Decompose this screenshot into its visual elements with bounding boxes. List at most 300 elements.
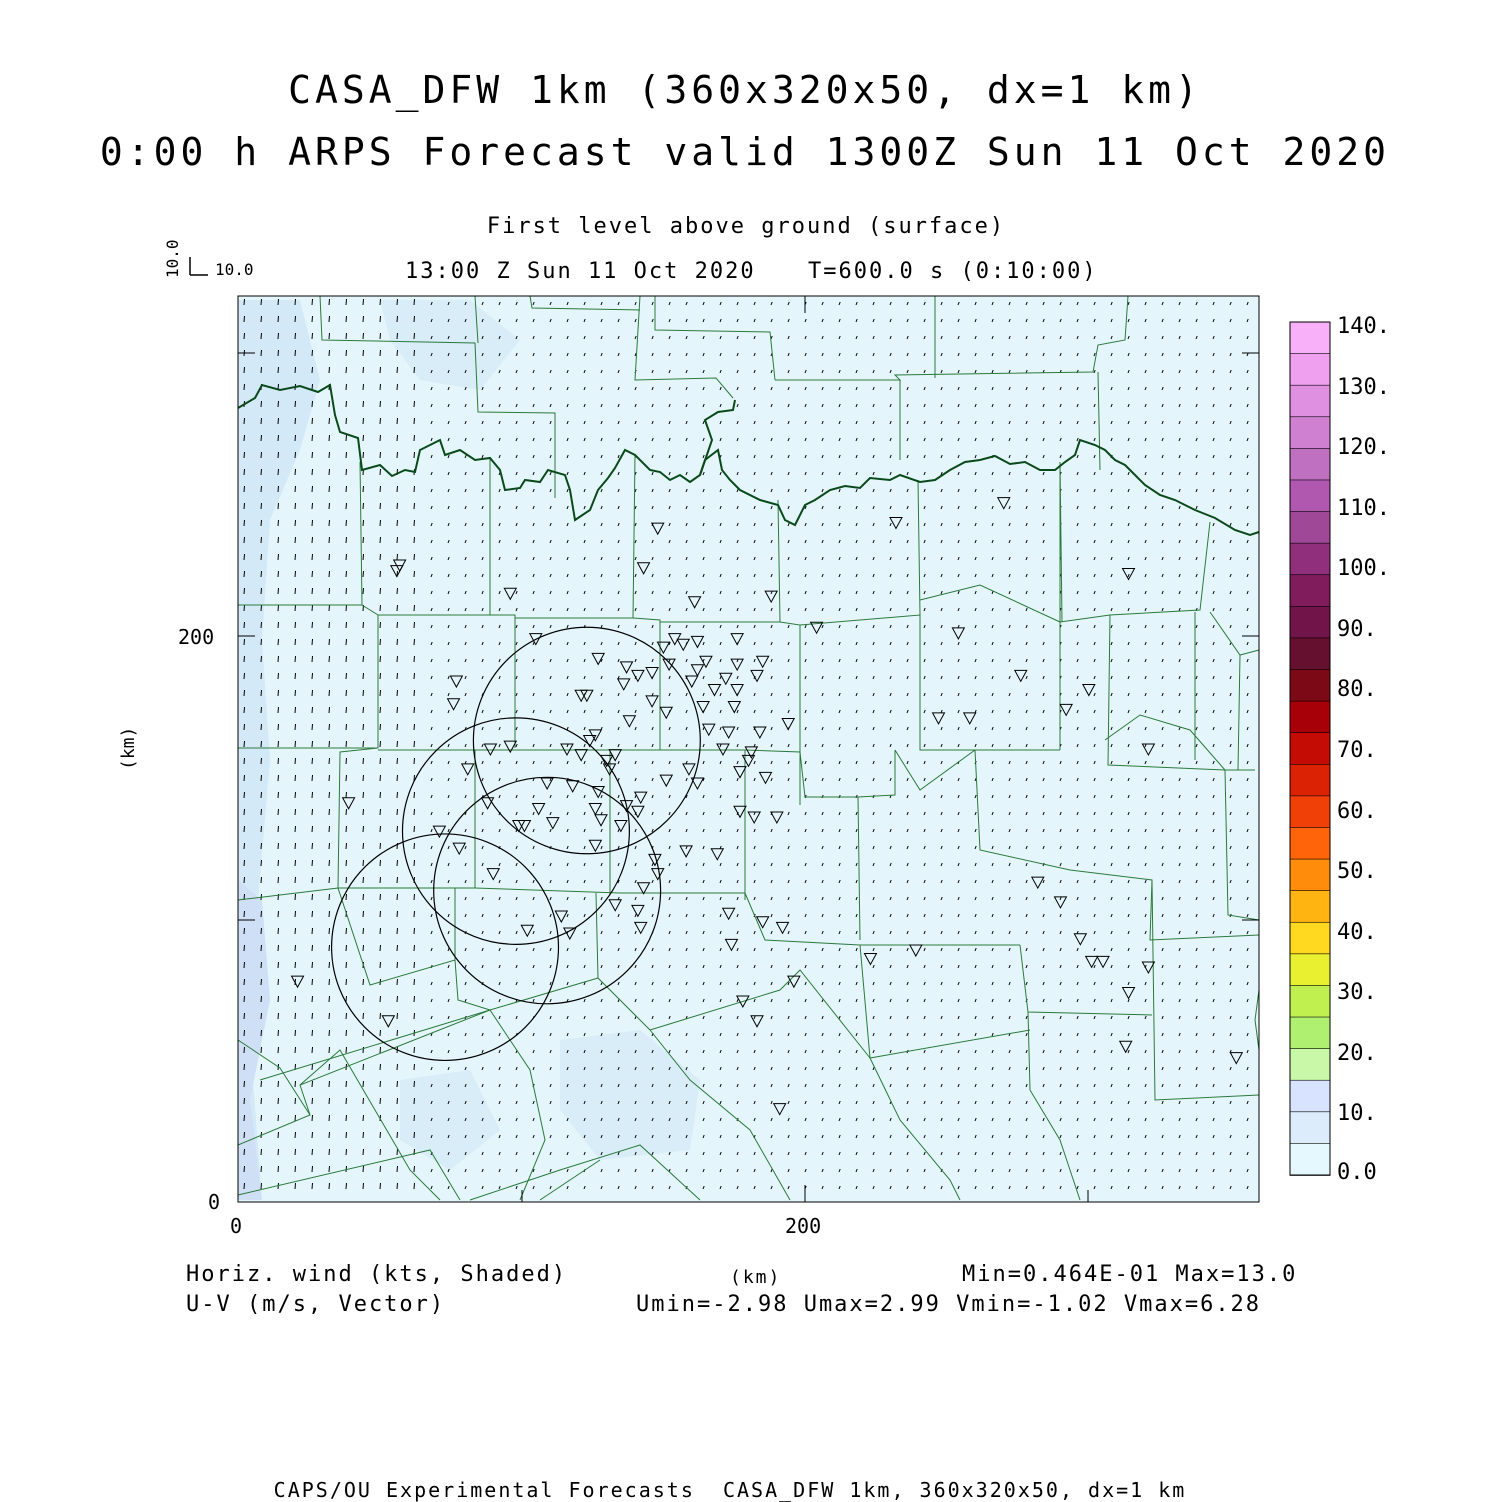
wind-vector xyxy=(278,724,279,730)
wind-vector xyxy=(380,690,381,696)
wind-vector xyxy=(329,486,330,492)
wind-vector xyxy=(278,1098,279,1104)
wind-vector xyxy=(363,928,364,934)
wind-vector xyxy=(329,503,330,509)
wind-vector xyxy=(346,384,347,390)
wind-vector xyxy=(380,1030,381,1036)
wind-vector xyxy=(414,452,415,458)
wind-vector xyxy=(312,520,313,526)
wind-vector xyxy=(346,622,347,628)
wind-vector xyxy=(380,401,381,407)
wind-vector xyxy=(295,928,296,934)
wind-vector xyxy=(397,758,398,764)
wind-vector xyxy=(278,605,279,611)
color-bar-label: 0.0 xyxy=(1337,1160,1377,1185)
wind-vector xyxy=(414,639,415,645)
wind-vector xyxy=(380,1047,381,1053)
wind-vector xyxy=(346,588,347,594)
wind-vector xyxy=(312,1047,313,1053)
y-axis-label: (km) xyxy=(118,726,139,770)
wind-vector xyxy=(244,792,245,798)
wind-vector xyxy=(295,1132,296,1138)
wind-vector xyxy=(278,537,279,543)
wind-vector xyxy=(244,911,245,917)
wind-vector xyxy=(278,367,279,373)
wind-vector xyxy=(312,333,313,339)
wind-vector xyxy=(397,809,398,815)
wind-vector xyxy=(329,690,330,696)
wind-vector xyxy=(312,1098,313,1104)
wind-vector xyxy=(312,452,313,458)
wind-vector xyxy=(295,639,296,645)
wind-vector xyxy=(380,1064,381,1070)
wind-vector xyxy=(261,792,262,798)
wind-vector xyxy=(329,1183,330,1189)
wind-vector xyxy=(397,792,398,798)
wind-vector xyxy=(261,656,262,662)
wind-vector xyxy=(346,1081,347,1087)
wind-vector xyxy=(380,639,381,645)
wind-vector xyxy=(312,996,313,1002)
wind-vector xyxy=(329,1030,330,1036)
wind-vector xyxy=(346,1115,347,1121)
wind-vector xyxy=(380,673,381,679)
wind-vector xyxy=(346,707,347,713)
wind-vector xyxy=(346,367,347,373)
wind-vector xyxy=(363,996,364,1002)
wind-vector xyxy=(363,673,364,679)
wind-vector xyxy=(244,724,245,730)
wind-vector xyxy=(329,1132,330,1138)
wind-vector xyxy=(244,656,245,662)
wind-vector xyxy=(363,1115,364,1121)
wind-vector xyxy=(278,333,279,339)
wind-vector xyxy=(261,503,262,509)
color-bar-label: 70. xyxy=(1337,738,1377,763)
wind-vector xyxy=(329,962,330,968)
wind-vector xyxy=(278,741,279,747)
vector-key-vertical-label: 10.0 xyxy=(163,239,182,278)
wind-vector xyxy=(261,622,262,628)
wind-vector xyxy=(380,367,381,373)
wind-vector xyxy=(329,367,330,373)
wind-vector xyxy=(295,775,296,781)
wind-vector xyxy=(346,1047,347,1053)
wind-vector xyxy=(244,1132,245,1138)
wind-vector xyxy=(278,792,279,798)
wind-vector xyxy=(380,809,381,815)
wind-vector xyxy=(295,401,296,407)
wind-vector xyxy=(363,1047,364,1053)
wind-vector xyxy=(261,1166,262,1172)
wind-vector xyxy=(244,622,245,628)
wind-vector xyxy=(295,316,296,322)
wind-vector xyxy=(397,418,398,424)
wind-vector xyxy=(414,1115,415,1121)
wind-vector xyxy=(261,435,262,441)
wind-vector xyxy=(397,350,398,356)
color-bar-segment xyxy=(1290,606,1330,638)
color-bar-segment xyxy=(1290,764,1330,796)
wind-vector xyxy=(278,435,279,441)
wind-vector xyxy=(295,1166,296,1172)
wind-vector xyxy=(278,962,279,968)
wind-vector xyxy=(244,962,245,968)
wind-vector xyxy=(244,843,245,849)
wind-vector xyxy=(363,503,364,509)
wind-vector xyxy=(363,724,364,730)
wind-vector xyxy=(397,1098,398,1104)
wind-vector xyxy=(397,1149,398,1155)
wind-vector xyxy=(261,367,262,373)
wind-vector xyxy=(329,418,330,424)
color-bar-label: 40. xyxy=(1337,919,1377,945)
wind-vector xyxy=(397,316,398,322)
wind-vector xyxy=(261,1013,262,1019)
wind-vector xyxy=(414,1064,415,1070)
wind-vector xyxy=(414,1047,415,1053)
wind-vector xyxy=(312,1166,313,1172)
wind-vector xyxy=(346,673,347,679)
wind-vector xyxy=(329,724,330,730)
wind-vector xyxy=(329,741,330,747)
wind-vector xyxy=(278,486,279,492)
wind-vector xyxy=(261,1081,262,1087)
wind-vector xyxy=(295,826,296,832)
wind-vector xyxy=(244,299,245,305)
wind-vector xyxy=(397,928,398,934)
wind-vector xyxy=(363,826,364,832)
wind-vector xyxy=(414,571,415,577)
wind-vector xyxy=(312,605,313,611)
wind-vector xyxy=(397,979,398,985)
wind-vector xyxy=(329,1081,330,1087)
wind-vector xyxy=(312,469,313,475)
wind-vector xyxy=(278,673,279,679)
wind-vector xyxy=(380,503,381,509)
wind-vector xyxy=(346,1132,347,1138)
wind-vector xyxy=(295,299,296,305)
wind-vector xyxy=(329,520,330,526)
field-description: Horiz. wind (kts, Shaded) xyxy=(186,1262,568,1287)
wind-vector xyxy=(380,605,381,611)
color-bar-segment xyxy=(1290,701,1330,733)
wind-vector xyxy=(312,690,313,696)
wind-vector xyxy=(312,622,313,628)
wind-vector xyxy=(312,537,313,543)
wind-vector xyxy=(346,724,347,730)
wind-vector xyxy=(261,1115,262,1121)
wind-vector xyxy=(414,1183,415,1189)
wind-vector xyxy=(312,1132,313,1138)
wind-vector xyxy=(329,894,330,900)
wind-vector xyxy=(244,1013,245,1019)
wind-vector xyxy=(346,333,347,339)
wind-vector xyxy=(244,588,245,594)
wind-vector xyxy=(244,1081,245,1087)
wind-vector xyxy=(346,452,347,458)
wind-vector xyxy=(278,588,279,594)
wind-vector xyxy=(346,1030,347,1036)
wind-vector xyxy=(329,1115,330,1121)
color-bar-segment xyxy=(1290,1112,1330,1144)
wind-vector xyxy=(363,860,364,866)
wind-vector xyxy=(329,707,330,713)
color-bar-segment xyxy=(1290,827,1330,859)
wind-vector xyxy=(380,1132,381,1138)
wind-vector xyxy=(278,758,279,764)
wind-vector xyxy=(295,418,296,424)
wind-vector xyxy=(380,894,381,900)
wind-vector xyxy=(312,945,313,951)
wind-vector xyxy=(244,537,245,543)
wind-vector xyxy=(346,962,347,968)
wind-vector xyxy=(295,1098,296,1104)
wind-vector xyxy=(295,996,296,1002)
x-tick-0: 0 xyxy=(230,1214,243,1238)
wind-vector xyxy=(397,299,398,305)
wind-vector xyxy=(346,520,347,526)
wind-vector xyxy=(312,418,313,424)
wind-vector xyxy=(295,1047,296,1053)
wind-vector xyxy=(397,877,398,883)
wind-vector xyxy=(261,588,262,594)
wind-vector xyxy=(380,860,381,866)
wind-vector xyxy=(278,656,279,662)
wind-vector xyxy=(295,1030,296,1036)
color-bar-segment xyxy=(1290,638,1330,670)
wind-vector xyxy=(312,1183,313,1189)
wind-vector xyxy=(380,656,381,662)
wind-vector xyxy=(312,826,313,832)
wind-vector xyxy=(414,673,415,679)
wind-vector xyxy=(346,1098,347,1104)
wind-vector xyxy=(244,571,245,577)
wind-vector xyxy=(397,401,398,407)
wind-vector xyxy=(329,843,330,849)
wind-vector xyxy=(329,656,330,662)
wind-vector xyxy=(244,741,245,747)
wind-vector xyxy=(329,333,330,339)
wind-vector xyxy=(397,1064,398,1070)
wind-vector xyxy=(329,554,330,560)
wind-vector xyxy=(244,1098,245,1104)
wind-vector xyxy=(312,316,313,322)
wind-vector xyxy=(244,367,245,373)
wind-vector xyxy=(397,707,398,713)
wind-vector xyxy=(329,571,330,577)
wind-vector xyxy=(278,520,279,526)
wind-vector xyxy=(363,707,364,713)
color-bar-segment xyxy=(1290,448,1330,480)
wind-vector xyxy=(312,724,313,730)
wind-vector xyxy=(363,537,364,543)
wind-vector xyxy=(278,469,279,475)
wind-vector xyxy=(312,809,313,815)
wind-vector xyxy=(414,418,415,424)
wind-vector xyxy=(397,639,398,645)
wind-vector xyxy=(244,690,245,696)
wind-vector xyxy=(363,384,364,390)
wind-vector xyxy=(278,418,279,424)
wind-vector xyxy=(397,894,398,900)
wind-vector xyxy=(380,1183,381,1189)
wind-vector xyxy=(295,792,296,798)
wind-vector xyxy=(363,945,364,951)
wind-vector xyxy=(312,843,313,849)
wind-vector xyxy=(261,843,262,849)
elapsed-time-label: T=600.0 s (0:10:00) xyxy=(808,259,1098,284)
wind-vector xyxy=(380,316,381,322)
wind-vector xyxy=(414,316,415,322)
wind-vector xyxy=(397,367,398,373)
wind-vector xyxy=(278,707,279,713)
wind-vector xyxy=(414,962,415,968)
wind-vector xyxy=(397,1013,398,1019)
color-bar-segment xyxy=(1290,543,1330,575)
wind-vector xyxy=(329,316,330,322)
wind-vector xyxy=(312,673,313,679)
wind-vector xyxy=(261,639,262,645)
color-bar-label: 120. xyxy=(1337,435,1390,461)
wind-vector xyxy=(312,911,313,917)
wind-vector xyxy=(346,945,347,951)
wind-vector xyxy=(363,741,364,747)
wind-vector xyxy=(414,384,415,390)
map-panel xyxy=(238,296,1259,1202)
wind-vector xyxy=(329,673,330,679)
wind-vector xyxy=(261,605,262,611)
wind-vector xyxy=(397,656,398,662)
wind-vector xyxy=(414,1132,415,1138)
color-bar-segment xyxy=(1290,1143,1330,1175)
wind-vector xyxy=(261,333,262,339)
wind-vector xyxy=(380,724,381,730)
wind-vector xyxy=(363,911,364,917)
wind-vector xyxy=(346,435,347,441)
y-tick-200: 200 xyxy=(178,625,215,649)
wind-vector xyxy=(397,435,398,441)
wind-vector xyxy=(346,860,347,866)
wind-vector xyxy=(380,843,381,849)
wind-vector xyxy=(329,860,330,866)
wind-vector xyxy=(329,877,330,883)
wind-vector xyxy=(363,1081,364,1087)
wind-vector xyxy=(261,996,262,1002)
wind-vector xyxy=(278,1149,279,1155)
wind-vector xyxy=(380,299,381,305)
wind-vector xyxy=(261,724,262,730)
wind-vector xyxy=(312,503,313,509)
wind-vector xyxy=(278,911,279,917)
wind-vector xyxy=(295,860,296,866)
wind-vector xyxy=(312,350,313,356)
wind-vector xyxy=(278,775,279,781)
wind-vector xyxy=(312,486,313,492)
wind-vector xyxy=(244,554,245,560)
wind-vector xyxy=(346,1013,347,1019)
wind-vector xyxy=(244,809,245,815)
wind-vector xyxy=(295,469,296,475)
wind-vector xyxy=(346,758,347,764)
wind-vector xyxy=(295,724,296,730)
wind-vector xyxy=(329,979,330,985)
wind-vector xyxy=(363,333,364,339)
wind-vector xyxy=(329,1064,330,1070)
wind-vector xyxy=(414,758,415,764)
wind-vector xyxy=(346,996,347,1002)
wind-vector xyxy=(346,690,347,696)
wind-vector xyxy=(397,826,398,832)
wind-vector xyxy=(312,367,313,373)
wind-vector xyxy=(312,639,313,645)
wind-vector xyxy=(380,554,381,560)
color-bar-segment xyxy=(1290,354,1330,386)
wind-vector xyxy=(363,1013,364,1019)
wind-vector xyxy=(397,520,398,526)
wind-vector xyxy=(295,877,296,883)
wind-vector xyxy=(244,333,245,339)
wind-vector xyxy=(278,503,279,509)
wind-vector xyxy=(363,486,364,492)
wind-vector xyxy=(295,571,296,577)
wind-vector xyxy=(278,316,279,322)
wind-vector xyxy=(363,1064,364,1070)
level-subtitle: First level above ground (surface) xyxy=(486,214,1006,239)
wind-vector xyxy=(278,299,279,305)
wind-vector xyxy=(380,758,381,764)
wind-vector xyxy=(295,741,296,747)
wind-vector xyxy=(346,537,347,543)
wind-vector xyxy=(295,673,296,679)
wind-vector xyxy=(312,775,313,781)
color-bar-label: 100. xyxy=(1337,556,1390,582)
wind-vector xyxy=(414,792,415,798)
wind-vector xyxy=(261,1064,262,1070)
wind-vector xyxy=(244,996,245,1002)
color-bar-segment xyxy=(1290,922,1330,954)
wind-vector xyxy=(414,333,415,339)
wind-vector xyxy=(346,554,347,560)
wind-vector xyxy=(244,1064,245,1070)
wind-vector xyxy=(261,316,262,322)
wind-vector xyxy=(397,1081,398,1087)
wind-vector xyxy=(244,418,245,424)
wind-vector xyxy=(397,622,398,628)
wind-vector xyxy=(278,1115,279,1121)
wind-vector xyxy=(295,486,296,492)
wind-vector xyxy=(261,1149,262,1155)
wind-vector xyxy=(261,1098,262,1104)
wind-vector xyxy=(329,537,330,543)
wind-vector xyxy=(261,860,262,866)
plot-title: CASA_DFW 1km (360x320x50, dx=1 km) xyxy=(288,68,1202,112)
wind-vector xyxy=(244,1030,245,1036)
wind-vector xyxy=(244,979,245,985)
wind-vector xyxy=(261,741,262,747)
wind-vector xyxy=(414,588,415,594)
wind-vector xyxy=(295,588,296,594)
wind-vector xyxy=(329,775,330,781)
wind-vector xyxy=(397,860,398,866)
wind-vector xyxy=(295,962,296,968)
wind-vector xyxy=(295,945,296,951)
wind-vector xyxy=(397,945,398,951)
wind-vector xyxy=(363,690,364,696)
wind-vector xyxy=(397,605,398,611)
wind-vector xyxy=(363,1132,364,1138)
wind-vector xyxy=(278,452,279,458)
